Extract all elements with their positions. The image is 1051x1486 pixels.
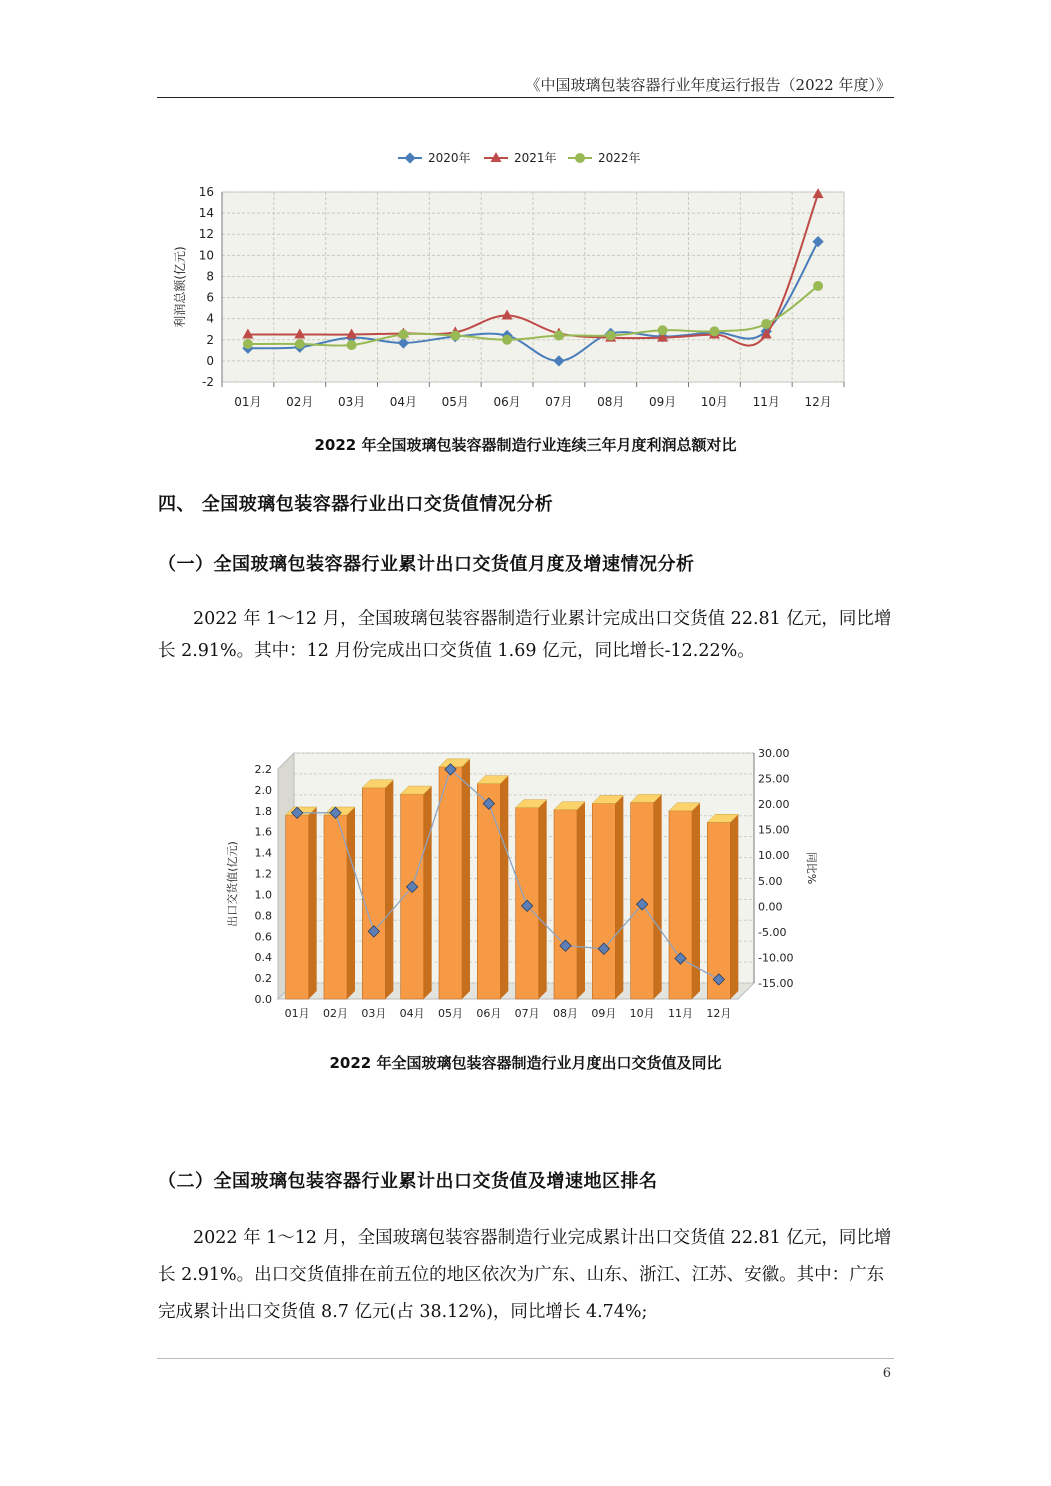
data-point [295, 339, 305, 349]
y2-tick-label: 20.00 [758, 798, 790, 812]
y2-tick-label: 10.00 [758, 849, 790, 863]
bar-side [539, 800, 547, 999]
y-tick-label: 0.6 [254, 930, 272, 944]
y-tick-label: 4 [206, 311, 214, 326]
y2-axis-label: 同比% [805, 851, 818, 885]
y2-tick-label: -5.00 [758, 925, 787, 939]
data-point [813, 281, 823, 291]
subsection-heading: （二）全国玻璃包装容器行业累计出口交货值及增速地区排名 [158, 1171, 658, 1192]
export-bar-chart [220, 735, 818, 1020]
data-point [347, 340, 357, 350]
y-tick-label: -2 [202, 375, 214, 389]
x-tick-label: 08月 [597, 395, 625, 409]
x-tick-label: 01月 [234, 395, 262, 409]
legend-label: 2021年 [514, 151, 557, 165]
header-divider [157, 97, 894, 98]
bar [324, 815, 347, 999]
y-tick-label: 0.0 [254, 993, 272, 1006]
y-tick-label: 0.2 [254, 972, 272, 986]
y-tick-label: 14 [198, 206, 214, 221]
footer-divider [157, 1358, 894, 1359]
x-tick-label: 04月 [399, 1007, 425, 1020]
x-tick-label: 12月 [804, 395, 832, 409]
paragraph-region-ranking [158, 1220, 892, 1331]
data-point [761, 319, 771, 329]
x-tick-label: 10月 [700, 395, 729, 409]
x-tick-label: 07月 [514, 1007, 540, 1020]
page-number: 6 [882, 1366, 891, 1381]
x-tick-label: 03月 [337, 395, 366, 409]
y-tick-label: 0 [206, 353, 214, 368]
x-tick-label: 09月 [591, 1007, 617, 1020]
bar [669, 811, 692, 999]
bar-side [500, 776, 508, 999]
y-tick-label: 16 [198, 185, 214, 199]
x-tick-label: 02月 [286, 395, 314, 409]
legend-label: 2020年 [428, 151, 471, 165]
y-axis-label: 出口交货值(亿元) [226, 841, 239, 927]
export-chart-caption: 2022 年全国玻璃包装容器制造行业月度出口交货值及同比 [329, 1054, 722, 1072]
x-tick-label: 06月 [476, 1007, 502, 1020]
data-point [554, 331, 564, 341]
y-tick-label: 2.0 [254, 783, 272, 797]
bar-side [385, 780, 393, 999]
y2-tick-label: -15.00 [758, 977, 794, 990]
bar-side [424, 786, 432, 999]
section-heading: 四、 全国玻璃包装容器行业出口交货值情况分析 [158, 494, 554, 515]
x-tick-label: 04月 [389, 395, 418, 409]
x-tick-label: 11月 [668, 1007, 693, 1020]
y-tick-label: 2 [206, 332, 214, 347]
bar [286, 815, 309, 999]
bar [707, 822, 730, 999]
x-tick-label: 05月 [438, 1007, 463, 1020]
y2-tick-label: -10.00 [758, 951, 794, 965]
x-tick-label: 12月 [706, 1007, 732, 1020]
data-point [398, 330, 408, 340]
x-tick-label: 03月 [361, 1007, 387, 1020]
x-tick-label: 02月 [323, 1007, 348, 1020]
paragraph-export-summary [158, 603, 892, 667]
y-tick-label: 0.4 [254, 951, 272, 965]
legend-label: 2022年 [598, 151, 641, 165]
paragraph-text: 2022 年 1～12 月，全国玻璃包装容器制造行业完成累计出口交货值 22.81 亿元，同比增长 2.91%。出口交货值排在前五位的地区依次为广东、山东、浙江、江苏、安徽。其中：广东完成累计出口交货值 8.7 亿元(占 38.12%)，同比增长 4.74%; [158, 1228, 892, 1322]
x-tick-label: 09月 [648, 395, 677, 409]
running-header: 《中国玻璃包装容器行业年度运行报告（2022 年度）》 [525, 76, 891, 94]
data-point [502, 335, 512, 345]
y2-tick-label: 0.00 [758, 900, 783, 914]
y-tick-label: 1.6 [254, 825, 272, 839]
y-tick-label: 1.0 [254, 888, 272, 902]
legend-marker [575, 153, 585, 163]
y2-tick-label: 25.00 [758, 772, 790, 786]
x-tick-label: 06月 [493, 395, 521, 409]
bar-side [577, 802, 585, 999]
bar-side [309, 807, 317, 999]
subsection-heading: （一）全国玻璃包装容器行业累计出口交货值月度及增速情况分析 [158, 554, 695, 575]
x-tick-label: 01月 [284, 1007, 310, 1020]
y2-tick-label: 15.00 [758, 823, 790, 837]
y-tick-label: 10 [198, 248, 214, 263]
profit-chart-caption: 2022 年全国玻璃包装容器制造行业连续三年月度利润总额对比 [314, 436, 737, 454]
y-tick-label: 8 [206, 269, 214, 284]
y-tick-label: 12 [198, 227, 214, 242]
y2-tick-label: 5.00 [758, 874, 783, 888]
bar [439, 767, 462, 999]
x-tick-label: 05月 [441, 395, 469, 409]
x-tick-label: 07月 [545, 395, 573, 409]
y-tick-label: 1.4 [254, 846, 272, 860]
bar-side [692, 803, 700, 999]
data-point [709, 326, 719, 336]
profit-line-chart [150, 140, 870, 425]
data-point [658, 325, 668, 335]
bar [362, 788, 385, 999]
data-point [450, 331, 460, 341]
paragraph-text: 2022 年 1～12 月，全国玻璃包装容器制造行业累计完成出口交货值 22.81 亿元，同比增长 2.91%。其中：12 月份完成出口交货值 1.69 亿元，同比增长-12.22%。 [158, 609, 892, 661]
x-tick-label: 11月 [752, 395, 780, 409]
bar [477, 784, 500, 999]
bar-side [462, 759, 470, 999]
x-tick-label: 08月 [553, 1007, 578, 1020]
y-tick-label: 6 [206, 290, 214, 305]
bar [554, 810, 577, 999]
y-tick-label: 1.2 [254, 867, 272, 881]
bar-side [654, 794, 662, 999]
bar-side [730, 814, 738, 999]
y-tick-label: 2.2 [254, 763, 272, 776]
y2-tick-label: 30.00 [758, 747, 790, 760]
y-tick-label: 0.8 [254, 909, 272, 923]
bar-side [347, 807, 355, 999]
y-axis-label: 利润总额(亿元) [173, 246, 187, 328]
data-point [606, 331, 616, 341]
bar-side [615, 796, 623, 1000]
x-tick-label: 10月 [629, 1007, 655, 1020]
bar [592, 804, 615, 1000]
data-point [243, 339, 253, 349]
y-tick-label: 1.8 [254, 804, 272, 818]
legend-marker [404, 152, 415, 163]
